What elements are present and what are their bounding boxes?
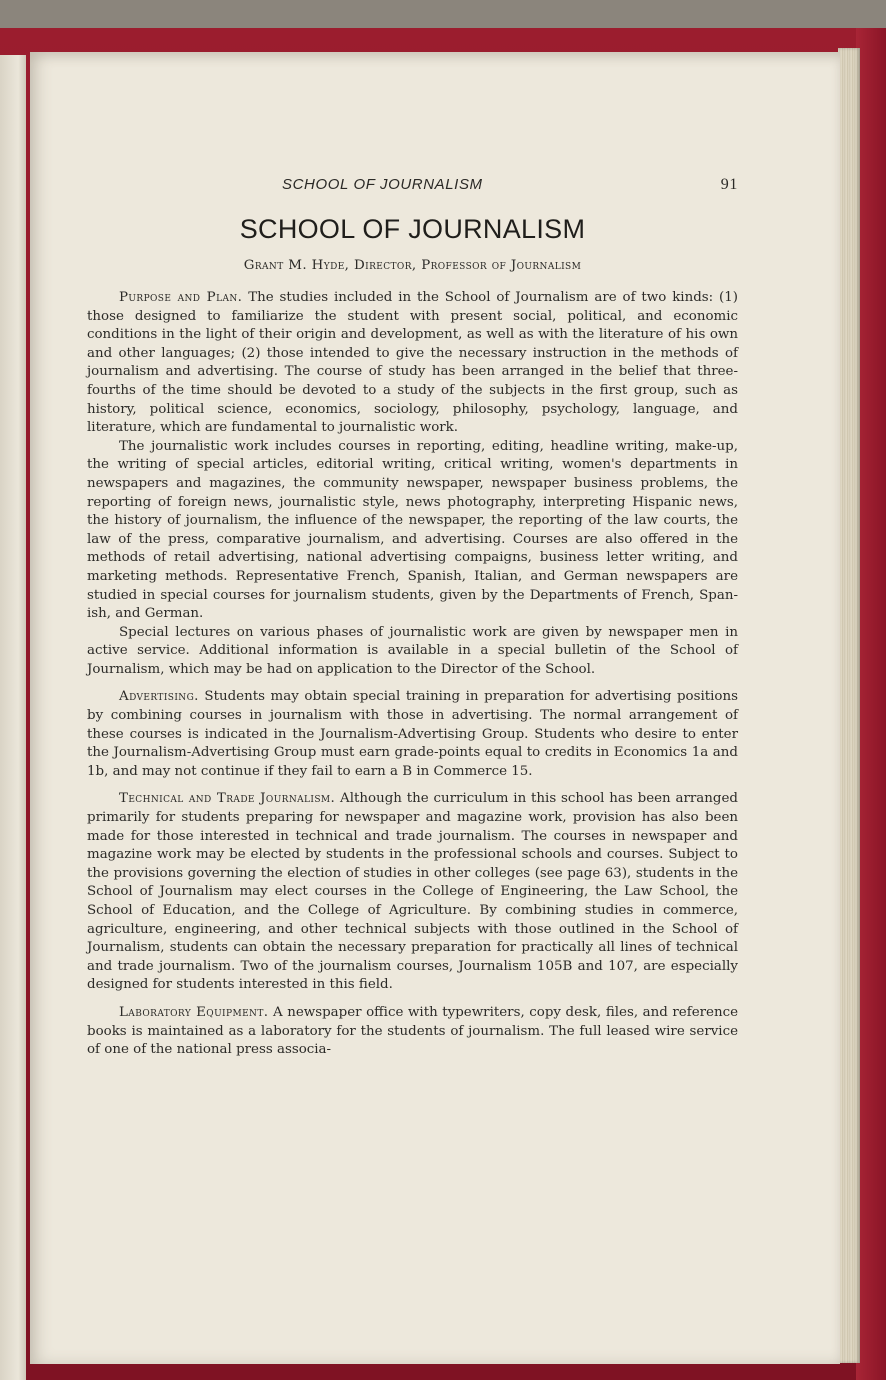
running-head-title: SCHOOL OF JOURNALISM bbox=[282, 176, 483, 193]
paragraph-text: Special lectures on various phases of journalistic work are given by newspaper men in active service. Additional information is available in a special bulletin of the School of Journalism, which may be had on application to the Director of the School. bbox=[87, 624, 738, 677]
page-title: SCHOOL OF JOURNALISM bbox=[239, 214, 586, 244]
paragraph-laboratory bbox=[87, 1004, 738, 1060]
book-page bbox=[30, 52, 840, 1364]
paragraph-text: Although the curriculum in this school has been arranged primarily for students preparing for newspaper and magazine work, provision has also been made for those interested in technical and trade journalism. The courses in newspaper and magazine work may be elected by students in the professional schools and courses. Subject to the provisions governing the election of studies in other colleges (see page 63), students in the School of Journalism may elect courses in the College of Engineering, the Law School, the School of Education, and the College of Agriculture. By combining studies in commerce, agriculture, engineering, and other technical subjects with those outlined in the School of Journalism, students can obtain the necessary preparation for practically all lines of technical and trade journalism. Two of the journalism courses, Journalism 105B and 107, are especially designed for students interested in this field. bbox=[87, 791, 738, 993]
byline: Grant M. Hyde, Director, Professor of Journalism bbox=[243, 258, 582, 273]
paragraph-journalistic-work bbox=[87, 438, 738, 624]
paragraph-advertising bbox=[87, 688, 738, 781]
body-text bbox=[87, 289, 738, 1060]
running-head bbox=[87, 176, 738, 198]
section-heading: Laboratory Equipment. bbox=[119, 1004, 269, 1020]
paragraph-text: The studies included in the School of Journalism are of two kinds: (1) those designed to familiarize the student with present social, political, and economic conditions in the light of their origin and development, as well as with the literature of his own and other languages; (2) those intended to give the necessary instruction in the methods of journalism and advertising. The course of study has been arranged in the belief that three-fourths of the time should be devoted to a study of the subjects in the first group, such as history, political science, economics, sociology, philosophy, psychology, language, and literature, which are fundamental to journalistic work. bbox=[87, 290, 739, 436]
page-stack-edges bbox=[838, 48, 860, 1363]
paragraph-special-lectures bbox=[87, 624, 738, 680]
paragraph-text: A newspaper office with typewriters, copy desk, files, and reference books is maintained as a laboratory for the students of journalism. The full leased wire service of one of the national press associa- bbox=[87, 1004, 738, 1058]
page-number: 91 bbox=[720, 176, 738, 193]
paragraph-purpose-and-plan bbox=[87, 289, 738, 438]
paragraph-technical-trade bbox=[87, 790, 738, 995]
binding-right-edge bbox=[856, 28, 886, 1380]
section-heading: Advertising. bbox=[119, 689, 199, 705]
section-heading: Technical and Trade Journalism. bbox=[119, 791, 336, 807]
section-heading: Purpose and Plan. bbox=[119, 290, 243, 305]
left-page-edge bbox=[0, 55, 26, 1380]
paragraph-text: Students may obtain special training in preparation for advertising positions by combining courses in journalism with those in advertising. The normal arrangement of these courses is indicated in the Journalism-Advertising Group. Students who desire to enter the Journalism-Advertising Group must earn grade-points equal to credits in Economics 1a and 1b, and may not continue if they fail to earn a B in Commerce 15. bbox=[87, 689, 738, 779]
paragraph-text: The journalistic work includes courses in reporting, editing, headline writing, make-up, the writing of special articles, editorial writing, critical writing, women's departments in newspapers and magazines, the community newspaper, newspaper business problems, the reporting of foreign news, journalistic style, news photography, interpreting Hispanic news, the history of journalism, the influence of the newspaper, the reporting of the law courts, the law of the press, comparative journalism, and advertising. Courses are also offered in the methods of retail advertising, national advertising compaigns, business letter writing, and marketing methods. Representative French, Spanish, Italian, and German newspapers are studied in special courses for journalism students, given by the Departments of French, Spanish, and German. bbox=[87, 438, 738, 622]
